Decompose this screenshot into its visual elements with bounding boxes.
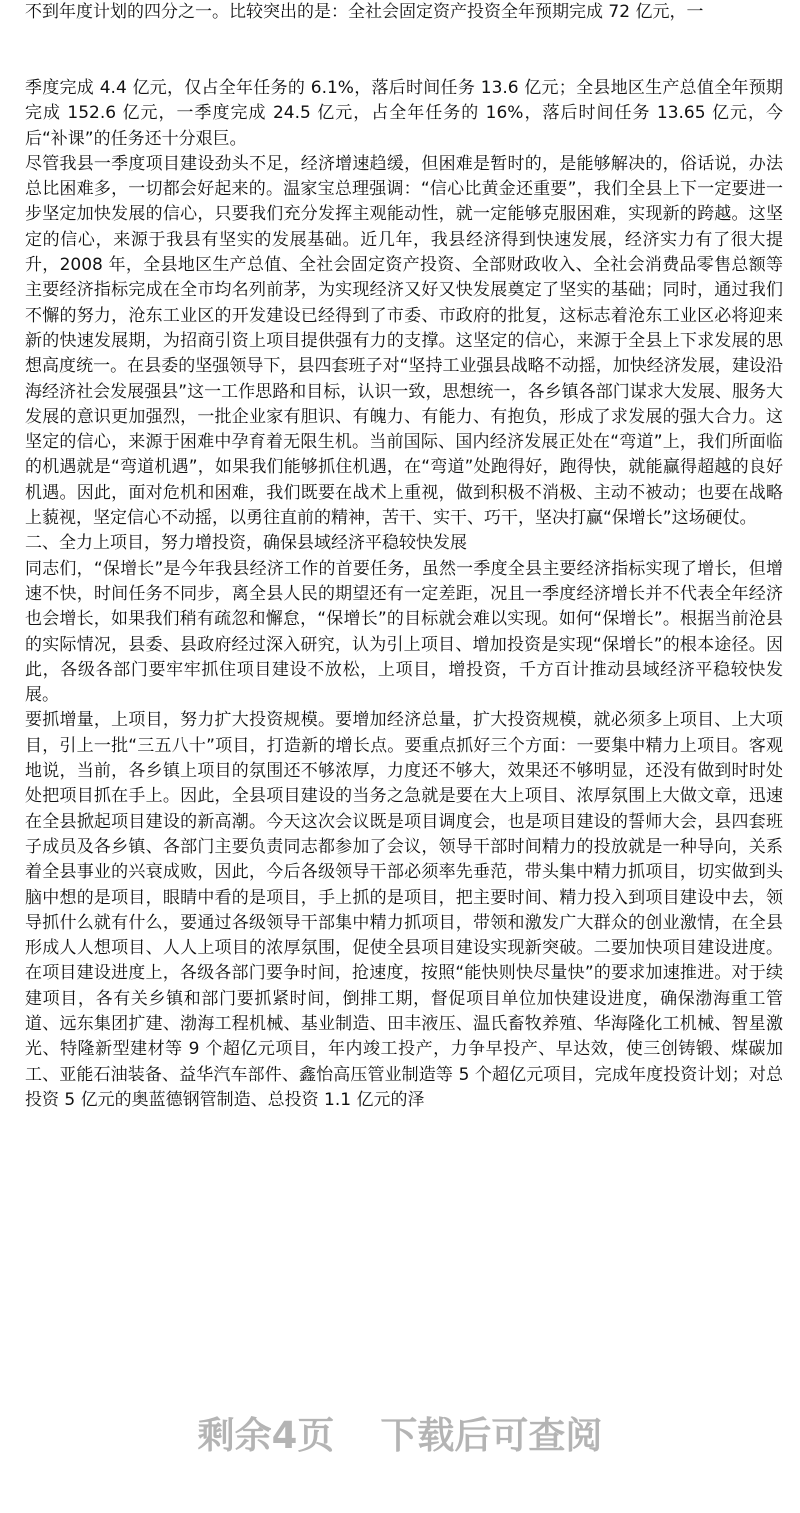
paragraph-3: 同志们，“保增长”是今年我县经济工作的首要任务，虽然一季度全县主要经济指标实现了增长，但增速不快，时间任务不同步，离全县人民的期望还有一定差距，况且一季度经济增长并不代表全年经济也会增长，如果我们稍有疏忽和懈怠，“保增长”的目标就会难以实现。如何“保增长”。根据当前沧县的实际情况，县委、县政府经过深入研究，认为引上项目、增加投资是实现“保增长”的根本途径。因此，各级各部门要牢牢抓住项目建设不放松，上项目，增投资，千方百计推动县域经济平稳较快发展。 [25,558,783,706]
remaining-pages-text: 剩余4页 [197,1414,335,1457]
download-to-view-text: 下载后可查阅 [380,1414,603,1457]
download-banner[interactable] [0,1408,800,1464]
paragraph-2: 尽管我县一季度项目建设劲头不足，经济增速趋缓，但困难是暂时的，是能够解决的，俗话说，办法总比困难多，一切都会好起来的。温家宝总理强调：“信心比黄金还重要”，我们全县上下一定要进一步坚定加快发展的信心，只要我们充分发挥主观能动性，就一定能够克服困难，实现新的跨越。这坚定的信心，来源于我县有坚实的发展基础。近几年，我县经济得到快速发展，经济实力有了很大提升，2008 年，全县地区生产总值、全社会固定资产投资、全部财政收入、全社会消费品零售总额等主要经济指标完成在全市均名列前茅，为实现经济又好又快发展奠定了坚实的基础；同时，通过我们不懈的努力，沧东工业区的开发建设已经得到了市委、市政府的批复，这标志着沧东工业区必将迎来新的快速发展期，为招商引资上项目提供强有力的支撑。这坚定的信心，来源于全县上下求发展的思想高度统一。在县委的坚强领导下，县四套班子对“坚持工业强县战略不动摇，加快经济发展，建设沿海经济社会发展强县”这一工作思路和目标，认识一致，思想统一，各乡镇各部门谋求大发展、服务大发展的意识更加强烈，一批企业家有胆识、有魄力、有能力、有抱负，形成了求发展的强大合力。这坚定的信心，来源于困难中孕育着无限生机。当前国际、国内经济发展正处在“弯道”上，我们所面临的机遇就是“弯道机遇”，如果我们能够抓住机遇，在“弯道”处跑得好，跑得快，就能赢得超越的良好机遇。因此，面对危机和困难，我们既要在战术上重视，做到积极不消极、主动不被动；也要在战略上藐视，坚定信心不动摇，以勇往直前的精神，苦干、实干、巧干，坚决打赢“保增长”这场硬仗。 [25,153,783,529]
paragraph-4: 要抓增量，上项目，努力扩大投资规模。要增加经济总量，扩大投资规模，就必须多上项目、上大项目，引上一批“三五八十”项目，打造新的增长点。要重点抓好三个方面：一要集中精力上项目。客观地说，当前，各乡镇上项目的氛围还不够浓厚，力度还不够大，效果还不够明显，还没有做到时时处处把项目抓在手上。因此，全县项目建设的当务之急就是要在大上项目、浓厚氛围上大做文章，迅速在全县掀起项目建设的新高潮。今天这次会议既是项目调度会，也是项目建设的誓师大会，县四套班子成员及各乡镇、各部门主要负责同志都参加了会议，领导干部时间精力的投放就是一种导向，关系着全县事业的兴衰成败，因此，今后各级领导干部必须率先垂范，带头集中精力抓项目，切实做到头脑中想的是项目，眼睛中看的是项目，手上抓的是项目，把主要时间、精力投入到项目建设中去，领导抓什么就有什么，要通过各级领导干部集中精力抓项目，带领和激发广大群众的创业激情，在全县形成人人想项目、人人上项目的浓厚氛围，促使全县项目建设实现新突破。二要加快项目建设进度。在项目建设进度上，各级各部门要争时间，抢速度，按照“能快则快尽量快”的要求加速推进。对于续建项目，各有关乡镇和部门要抓紧时间，倒排工期，督促项目单位加快建设进度，确保渤海重工管道、远东集团扩建、渤海工程机械、基业制造、田丰液压、温氏畜牧养殖、华海隆化工机械、智星激光、特隆新型建材等 9 个超亿元项目，年内竣工投产，力争早投产、早达效，使三创铸锻、煤碳加工、亚能石油装备、益华汽车部件、鑫怡高压管业制造等 5 个超亿元项目，完成年度投资计划；对总投资 5 亿元的奥蓝德钢管制造、总投资 1.1 亿元的泽 [25,710,783,1110]
document-body [25,76,783,1113]
paragraph-1: 季度完成 4.4 亿元，仅占全年任务的 6.1%，落后时间任务 13.6 亿元；全县地区生产总值全年预期完成 152.6 亿元，一季度完成 24.5 亿元，占全年任务的 16%，落后时间任务 13.65 亿元，今后“补课”的任务还十分艰巨。 [25,78,783,149]
section-heading: 二、全力上项目，努力增投资，确保县域经济平稳较快发展 [25,533,467,554]
continued-line: 不到年度计划的四分之一。比较突出的是：全社会固定资产投资全年预期完成 72 亿元，一 [25,2,704,22]
